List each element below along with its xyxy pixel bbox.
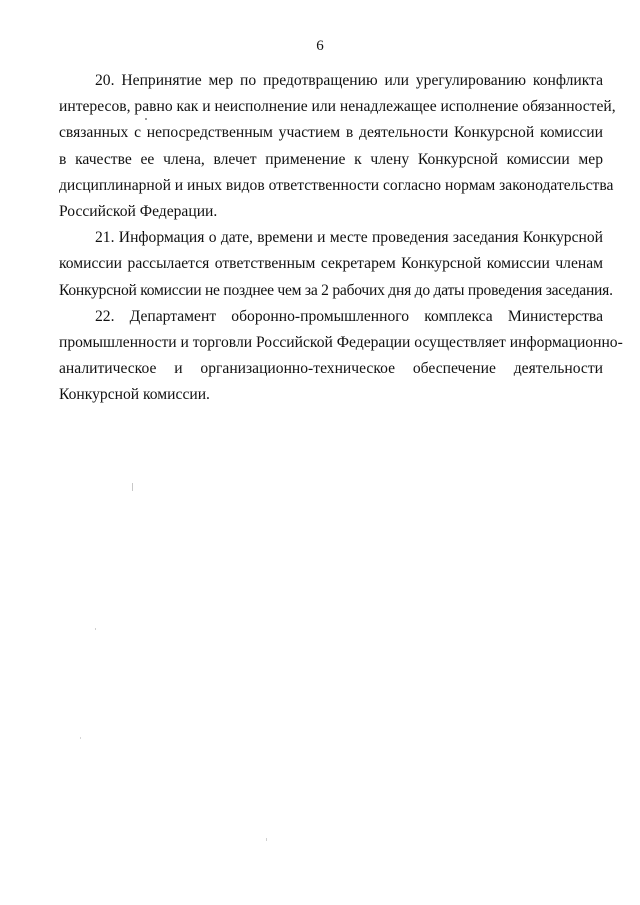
paragraph-line: 21. Информация о дате, времени и месте проведения заседания Конкурсной xyxy=(95,229,603,247)
paragraph-line: аналитическое и организационно-техническое обеспечение деятельности xyxy=(59,360,603,378)
paragraph-line: в качестве ее члена, влечет применение к члену Конкурсной комиссии мер xyxy=(59,150,603,168)
document-body xyxy=(59,68,623,409)
scan-speck xyxy=(145,118,147,120)
paragraph-line: Конкурсной комиссии. xyxy=(59,386,210,404)
paragraph-line: комиссии рассылается ответственным секретарем Конкурсной комиссии членам xyxy=(59,255,603,273)
paragraph-line: 22. Департамент оборонно-промышленного комплекса Министерства xyxy=(95,307,603,325)
paragraph-22 xyxy=(59,304,623,409)
paragraph-line: интересов, равно как и неисполнение или ненадлежащее исполнение обязанностей, xyxy=(59,98,616,116)
paragraph-line: 20. Непринятие мер по предотвращению или урегулированию конфликта xyxy=(95,72,603,89)
paragraph-line: Конкурсной комиссии не позднее чем за 2 рабочих дня до даты проведения заседания. xyxy=(59,281,613,299)
scan-speck xyxy=(266,838,267,841)
paragraph-line: Российской Федерации. xyxy=(59,203,218,221)
paragraph-line: дисциплинарной и иных видов ответственности согласно нормам законодательства xyxy=(59,176,614,194)
paragraph-line: промышленности и торговли Российской Федерации осуществляет информационно- xyxy=(59,334,623,352)
scan-speck xyxy=(95,628,96,630)
page-number: 6 xyxy=(316,38,324,54)
scan-speck xyxy=(80,737,81,739)
paragraph-21 xyxy=(59,225,613,304)
paragraph-line: связанных с непосредственным участием в деятельности Конкурсной комиссии xyxy=(59,124,603,142)
paragraph-20 xyxy=(59,68,616,225)
scan-speck xyxy=(132,483,133,491)
